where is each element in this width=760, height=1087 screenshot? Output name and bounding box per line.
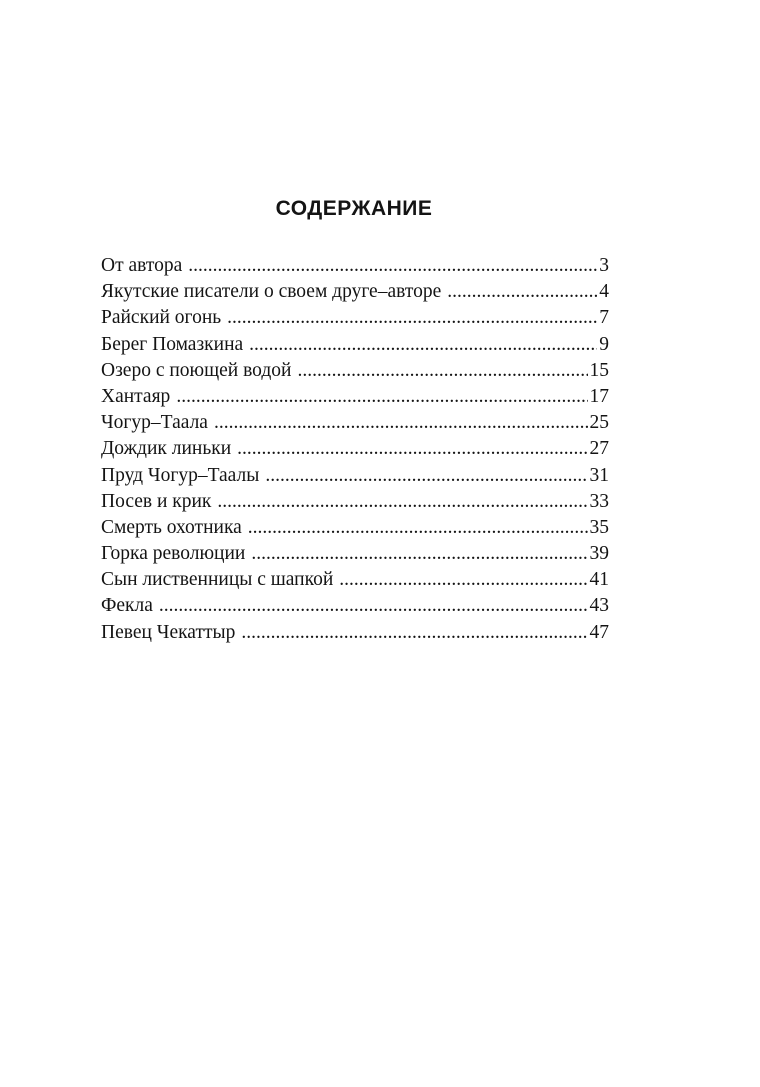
toc-entry-title: Якутские писатели о своем друге–авторе — [101, 281, 442, 303]
toc-entry — [101, 515, 609, 541]
toc-entry — [101, 253, 609, 279]
toc-entry-page: 4 — [599, 281, 609, 303]
toc-entry-page: 15 — [589, 359, 609, 381]
toc-entry-page: 43 — [589, 595, 609, 617]
toc-entry-page: 39 — [589, 543, 609, 565]
toc-entry-title: Озеро с поющей водой — [101, 359, 292, 381]
toc-entry-page: 33 — [589, 490, 609, 512]
toc-entry-page: 27 — [589, 438, 609, 460]
toc-entry-page: 17 — [589, 385, 609, 407]
table-of-contents — [101, 253, 609, 646]
toc-entry-title: Чогур–Таала — [101, 412, 208, 434]
toc-entry-title: Пруд Чогур–Таалы — [101, 464, 260, 486]
toc-entry — [101, 436, 609, 462]
toc-dot-leader — [214, 410, 588, 436]
toc-dot-leader — [339, 567, 587, 593]
toc-entry — [101, 332, 609, 358]
toc-entry-title: Дождик линьки — [101, 438, 232, 460]
toc-entry-title: Фекла — [101, 595, 153, 617]
toc-entry-page: 7 — [599, 307, 609, 329]
toc-entry-title: Смерть охотника — [101, 516, 242, 538]
toc-entry-title: Райский огонь — [101, 307, 222, 329]
toc-entry-page: 31 — [589, 464, 609, 486]
toc-entry-page: 3 — [599, 255, 609, 276]
toc-entry-page: 9 — [599, 333, 609, 355]
toc-entry-title: Певец Чекаттыр — [101, 621, 236, 643]
toc-entry — [101, 358, 609, 384]
toc-entry — [101, 410, 609, 436]
toc-entry — [101, 620, 609, 646]
toc-entry — [101, 567, 609, 593]
toc-dot-leader — [176, 384, 587, 410]
toc-entry-page: 47 — [589, 621, 609, 643]
toc-dot-leader — [265, 463, 587, 489]
toc-dot-leader — [251, 541, 587, 567]
toc-dot-leader — [447, 279, 597, 305]
toc-entry-page: 35 — [589, 516, 609, 538]
toc-dot-leader — [297, 358, 587, 384]
toc-dot-leader — [248, 515, 588, 541]
toc-dot-leader — [227, 305, 597, 331]
toc-dot-leader — [241, 620, 587, 646]
toc-entry — [101, 463, 609, 489]
toc-entry — [101, 489, 609, 515]
toc-entry — [101, 541, 609, 567]
toc-entry-title: Горка революции — [101, 543, 246, 565]
page-title: СОДЕРЖАНИЕ — [275, 197, 433, 220]
toc-entry-page: 25 — [589, 412, 609, 434]
toc-dot-leader — [217, 489, 587, 515]
toc-dot-leader — [249, 332, 597, 358]
toc-entry-title: От автора — [101, 255, 183, 276]
toc-entry — [101, 384, 609, 410]
toc-entry-title: Посев и крик — [101, 490, 212, 512]
toc-entry-title: Хантаяр — [101, 385, 171, 407]
toc-entry — [101, 279, 609, 305]
toc-entry — [101, 593, 609, 619]
toc-dot-leader — [237, 436, 587, 462]
toc-entry-page: 41 — [589, 569, 609, 591]
toc-entry-title: Сын лиственницы с шапкой — [101, 569, 334, 591]
toc-entry-title: Берег Помазкина — [101, 333, 244, 355]
toc-dot-leader — [159, 593, 588, 619]
toc-entry — [101, 305, 609, 331]
toc-dot-leader — [188, 253, 597, 279]
